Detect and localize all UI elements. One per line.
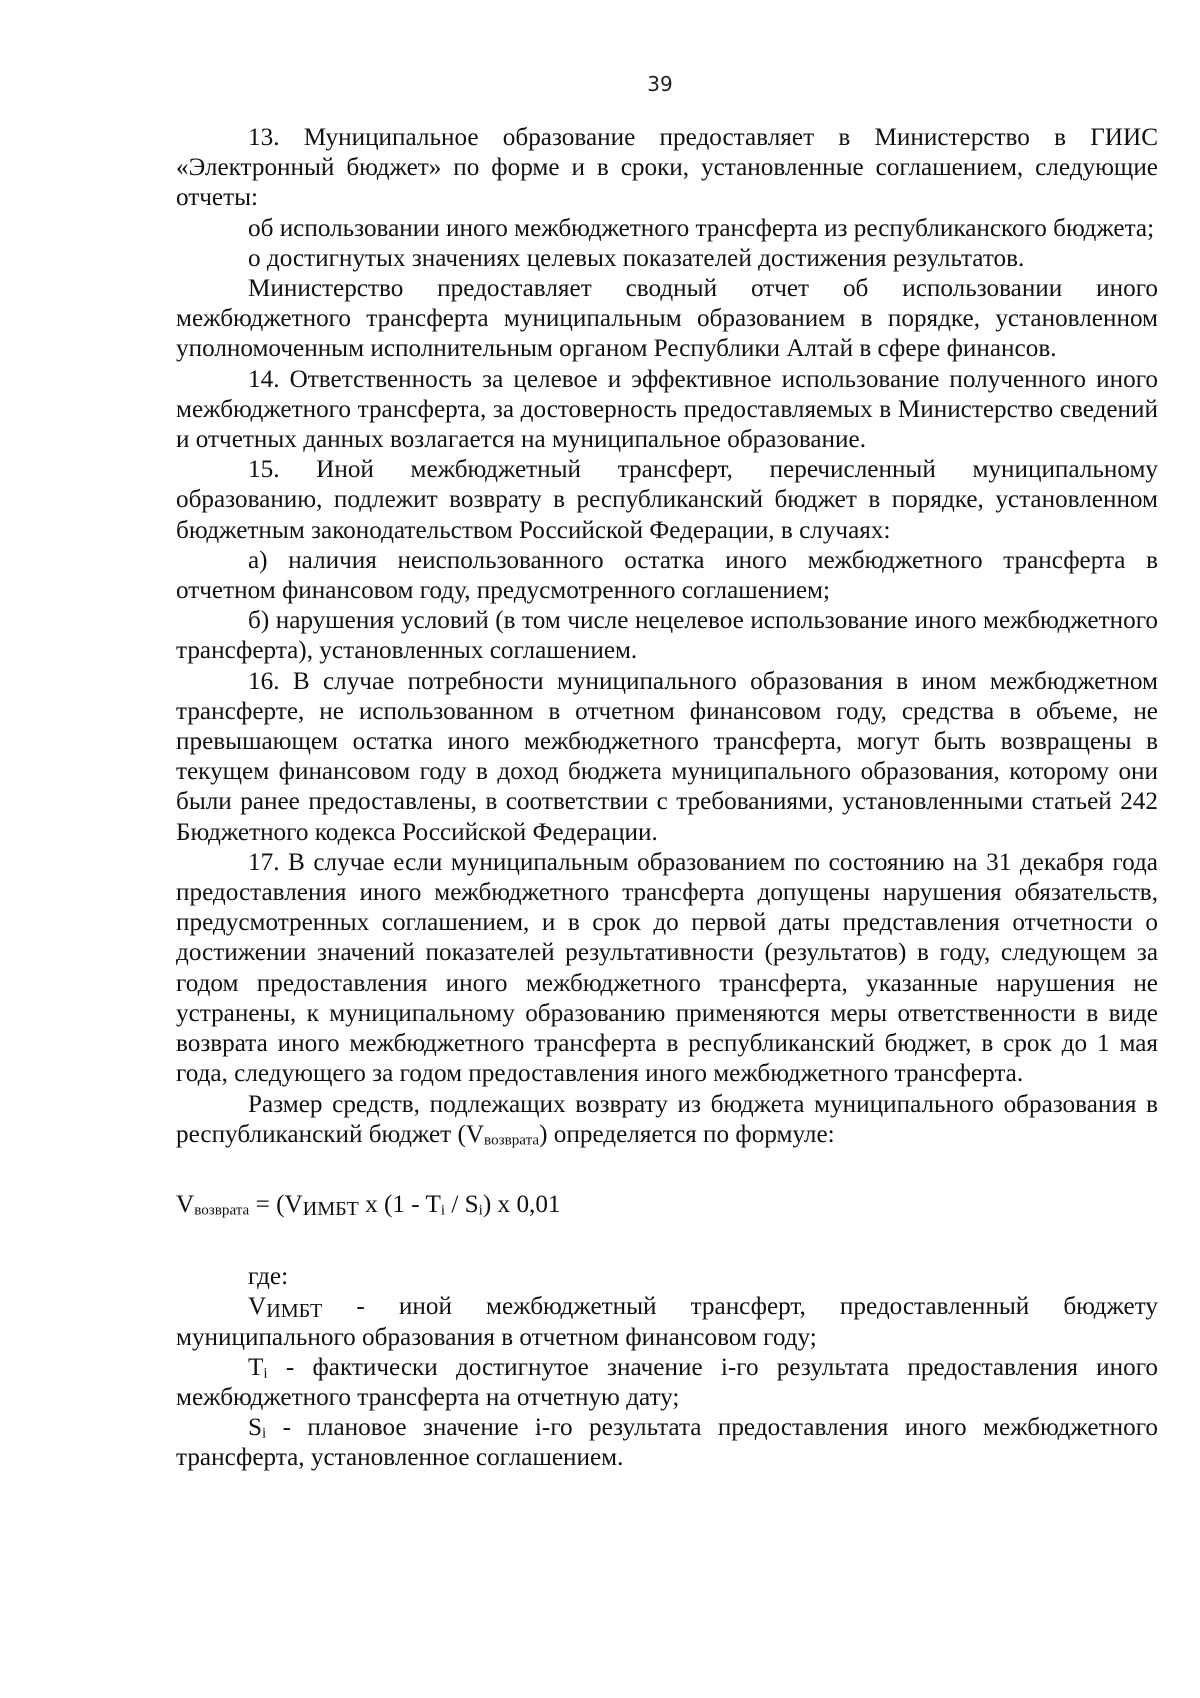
- definition-si-text: - плановое значение i-го результата предоставления иного межбюджетного трансферта, установленное соглашением.: [176, 1414, 1158, 1472]
- paragraph-15: 15. Иной межбюджетный трансферт, перечисленный муниципальному образованию, подлежит возврату в республиканский бюджет в порядке, установленном бюджетным законодательством Российской Федерации, в случаях:: [176, 456, 1158, 544]
- definition-si: [176, 1413, 1158, 1473]
- formula-imbt-subscript: ИМБТ: [302, 1197, 359, 1220]
- definition-si-subscript: i: [262, 1425, 267, 1442]
- formula-tail: ) x 0,01: [482, 1190, 561, 1218]
- document-body: [176, 123, 1158, 1474]
- definition-vimbt-subscript: ИМБТ: [266, 1300, 323, 1323]
- return-formula: [176, 1190, 1158, 1220]
- formula-t-subscript: i: [440, 1202, 446, 1219]
- formula-equals: = (V: [249, 1190, 303, 1218]
- paragraph-13-item-1: об использовании иного межбюджетного трансферта из республиканского бюджета;: [248, 214, 1155, 242]
- formula-v: V: [176, 1190, 195, 1218]
- formula-s-subscript: i: [478, 1202, 483, 1219]
- intro-subscript: возврата: [484, 1131, 540, 1148]
- paragraph-17: 17. В случае если муниципальным образованием по состоянию на 31 декабря года предоставления иного межбюджетного трансферта допущены нарушения обязательств, предусмотренных соглашением, и в срок до первой даты представления отчетности о достижении значений показателей результативности (результатов) в году, следующем за годом предоставления иного межбюджетного трансферта, указанные нарушения не устранены, к муниципальному образованию применяются меры ответственности в виде возврата иного межбюджетного трансферта в республиканский бюджет, в срок до 1 мая года, следующего за годом предоставления иного межбюджетного трансферта.: [176, 848, 1158, 1088]
- paragraph-17-formula-intro: [176, 1090, 1158, 1150]
- definition-vimbt-text: - иной межбюджетный трансферт, предоставленный бюджету муниципального образования в отчетном финансовом году;: [176, 1293, 1158, 1351]
- definition-vimbt: [176, 1292, 1158, 1352]
- intro-text: Размер средств, подлежащих возврату из бюджета муниципального образования в республиканский бюджет (V: [176, 1090, 1158, 1148]
- definition-ti: [176, 1353, 1158, 1413]
- paragraph-13-summary: Министерство предоставляет сводный отчет об использовании иного межбюджетного трансферта муниципальным образованием в порядке, установленном уполномоченным исполнительным органом Республики Алтай в сфере финансов.: [176, 275, 1158, 363]
- definition-vimbt-symbol: V: [248, 1293, 267, 1321]
- paragraph-13-item-2: о достигнутых значениях целевых показателей достижения результатов.: [248, 244, 1025, 272]
- definition-si-symbol: S: [248, 1414, 263, 1442]
- paragraph-16: 16. В случае потребности муниципального образования в ином межбюджетном трансферте, не использованном в отчетном финансовом году, средства в объеме, не превышающем остатка иного межбюджетного трансферта, могут быть возвращены в текущем финансовом году в доход бюджета муниципального образования, которому они были ранее предоставлены, в соответствии с требованиями, установленными статьей 242 Бюджетного кодекса Российской Федерации.: [176, 667, 1158, 846]
- definition-ti-symbol: T: [248, 1353, 264, 1381]
- paragraph-14: 14. Ответственность за целевое и эффективное использование полученного иного межбюджетного трансферта, за достоверность предоставляемых в Министерство сведений и отчетных данных возлагается на муниципальное образование.: [176, 365, 1158, 454]
- definition-ti-subscript: i: [263, 1364, 268, 1381]
- paragraph-13: 13. Муниципальное образование предоставляет в Министерство в ГИИС «Электронный бюджет» по форме и в сроки, установленные соглашением, следующие отчеты:: [176, 124, 1158, 212]
- paragraph-15-item-b: б) нарушения условий (в том числе нецелевое использование иного межбюджетного трансферта), установленных соглашением.: [176, 607, 1158, 665]
- formula-v-subscript: возврата: [194, 1202, 250, 1219]
- page-number: 39: [647, 72, 673, 96]
- intro-text-end: ) определяется по формуле:: [539, 1120, 835, 1148]
- paragraph-15-item-a: а) наличия неиспользованного остатка иного межбюджетного трансферта в отчетном финансовом году, предусмотренного соглашением;: [176, 546, 1158, 605]
- formula-slash: / S: [445, 1190, 479, 1218]
- formula-middle: x (1 - T: [358, 1190, 441, 1218]
- definition-ti-text: - фактически достигнутое значение i-го результата предоставления иного межбюджетного трансферта на отчетную дату;: [176, 1353, 1158, 1411]
- where-label: где:: [248, 1263, 289, 1291]
